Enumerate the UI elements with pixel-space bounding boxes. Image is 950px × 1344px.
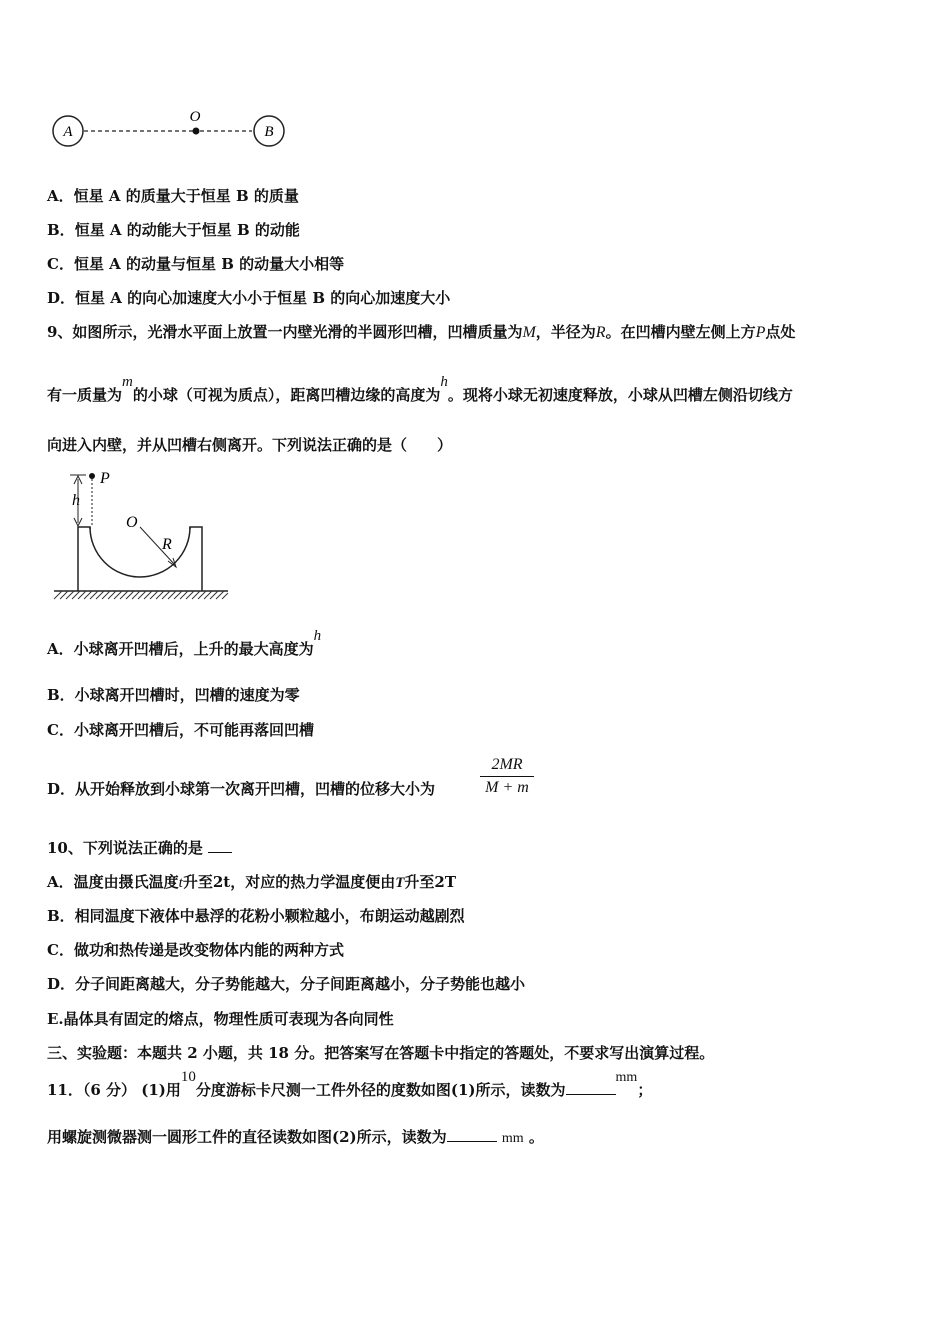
point-p-label: P: [100, 470, 110, 487]
q9-option-d-fraction: [480, 756, 534, 797]
q9-stem-line3: 向进入内壁，并从凹槽右侧离开。下列说法正确的是（ ）: [47, 436, 453, 454]
q10-option-d: D．分子间距离越大，分子势能越大，分子间距离越小，分子势能也越小: [47, 975, 526, 993]
q11-line2: 用螺旋测微器测一圆形工件的直径读数如图(2)所示，读数为 mm 。: [47, 1128, 544, 1146]
groove-figure: [50, 465, 235, 605]
q10-option-e: E.晶体具有固定的熔点，物理性质可表现为各向同性: [47, 1010, 394, 1028]
q9-option-a: A．小球离开凹槽后，上升的最大高度为h: [47, 628, 322, 658]
q10-stem: 10、下列说法正确的是: [47, 838, 232, 858]
groove-body: [78, 527, 202, 591]
q10-answer-blank: [208, 838, 232, 853]
height-h-label: h: [72, 492, 80, 509]
q10-option-a: A．温度由摄氏温度t升至2t，对应的热力学温度便由T升至2T: [47, 873, 457, 891]
q10-option-c: C．做功和热传递是改变物体内能的两种方式: [47, 941, 344, 959]
star-b-label: B: [264, 124, 274, 140]
binary-star-figure: [48, 105, 293, 153]
fraction-numerator: 2MR: [491, 756, 523, 773]
star-a-label: A: [63, 124, 73, 140]
q9-stem-line1: 9、如图所示，光滑水平面上放置一内壁光滑的半圆形凹槽，凹槽质量为M，半径为R。在凹槽内壁左侧上方P点处: [47, 323, 796, 341]
q11-blank-1: [566, 1080, 616, 1095]
center-o-dot: [193, 128, 200, 135]
radius-r-label: R: [162, 536, 172, 553]
q8-option-a: A．恒星 A 的质量大于恒星 B 的质量: [47, 187, 299, 205]
point-p-dot: [89, 473, 95, 479]
center-o-label-groove: O: [126, 514, 138, 531]
q8-option-d: D．恒星 A 的向心加速度大小小于恒星 B 的向心加速度大小: [47, 289, 451, 307]
q9-option-c: C．小球离开凹槽后，不可能再落回凹槽: [47, 721, 314, 739]
q11-blank-2: [447, 1127, 497, 1142]
q8-option-c: C．恒星 A 的动量与恒星 B 的动量大小相等: [47, 255, 345, 273]
q9-stem-line2: 有一质量为m的小球（可视为质点），距离凹槽边缘的高度为h。现将小球无初速度释放，小球从凹槽左侧沿切线方: [47, 374, 793, 404]
q9-option-b: B．小球离开凹槽时，凹槽的速度为零: [47, 686, 300, 704]
q10-option-b: B．相同温度下液体中悬浮的花粉小颗粒越小，布朗运动越剧烈: [47, 907, 465, 925]
fraction-bar: [480, 776, 534, 777]
fraction-denominator: M + m: [485, 779, 529, 796]
q9-option-d: D．从开始释放到小球第一次离开凹槽，凹槽的位移大小为: [47, 780, 436, 798]
ground-hatching: [54, 591, 228, 599]
center-o-label: O: [189, 109, 201, 125]
q8-option-b: B．恒星 A 的动能大于恒星 B 的动能: [47, 221, 300, 239]
q11-line1: 11．（6 分） (1)用10分度游标卡尺测一工件外径的度数如图(1)所示，读数为mm；: [47, 1069, 653, 1099]
section-3-heading: 三、实验题：本题共 2 小题，共 18 分。把答案写在答题卡中指定的答题处，不要求写出演算过程。: [47, 1044, 715, 1062]
